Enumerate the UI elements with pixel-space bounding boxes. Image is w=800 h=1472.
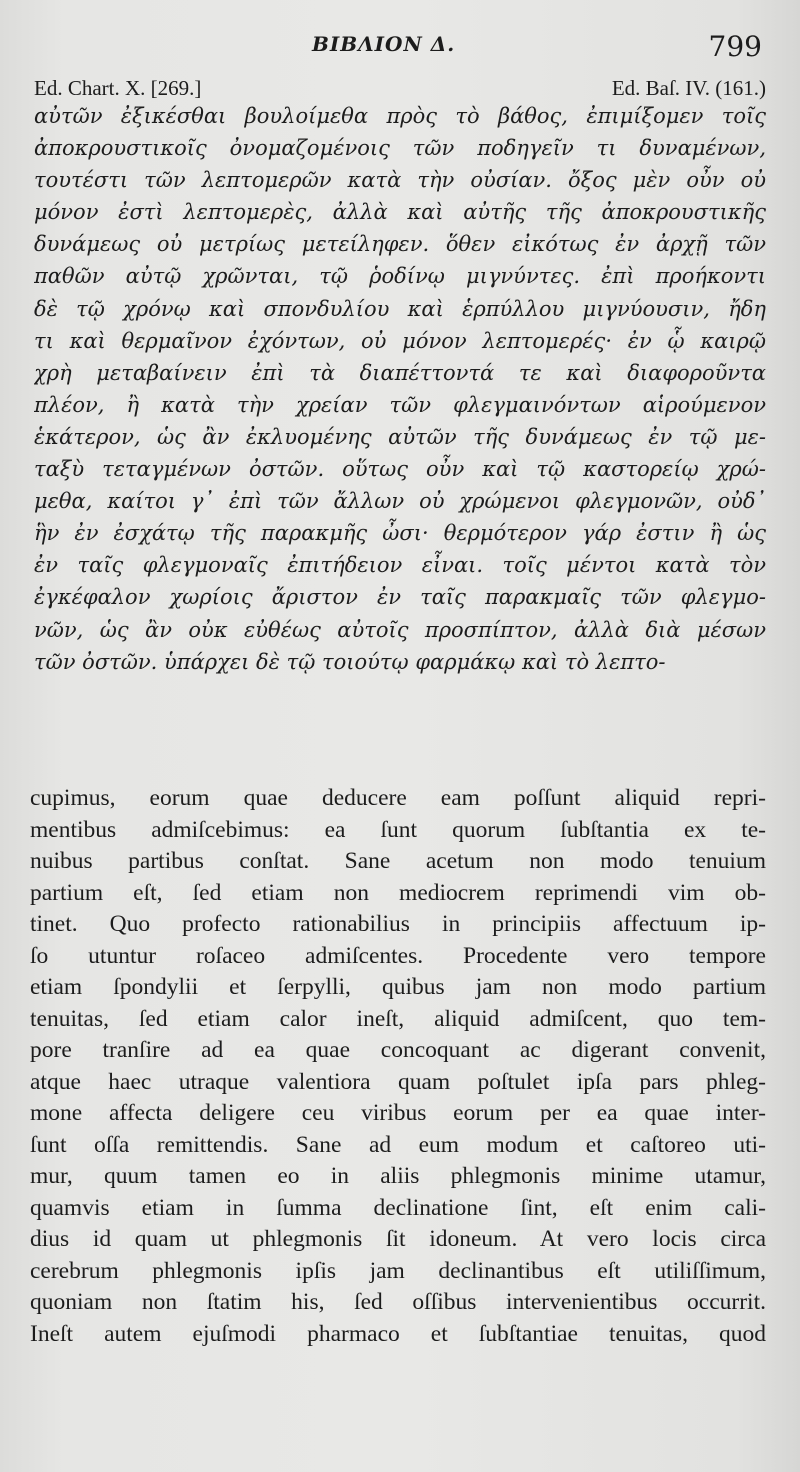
latin-text-line: partium eſt, ſed etiam non mediocrem reprimendi vim ob-	[30, 879, 766, 906]
greek-text-line: μόνον ἐστὶ λεπτομερὲς, ἀλλὰ καὶ αὐτῆς τῆς ἀποκρουστικῆς	[34, 200, 766, 225]
greek-text-block	[34, 100, 766, 678]
greek-text-line: ἐγκέφαλον χωρίοις ἄριστον ἐν ταῖς παρακμαῖς τῶν φλεγμο-	[34, 585, 766, 610]
greek-text-line: ἣν ἐν ἐσχάτῳ τῆς παρακμῆς ὦσι· θερμότερον γάρ ἐστιν ἢ ὡς	[34, 521, 766, 546]
greek-text-line: νῶν, ὡς ἂν οὐκ εὐθέως αὐτοῖς προσπίπτον, ἀλλὰ διὰ μέσων	[34, 617, 766, 642]
greek-text-line: ταξὺ τεταγμένων ὀστῶν. οὕτως οὖν καὶ τῷ καστορείῳ χρώ-	[34, 457, 766, 482]
greek-text-line: ἀποκρουστικοῖς ὀνομαζομένοις τῶν ποδηγεῖν τι δυναμένων,	[34, 136, 766, 161]
latin-text-line: ſunt oſſa remittendis. Sane ad eum modum et caſtoreo uti-	[30, 1131, 766, 1158]
greek-text-line: μεθα, καίτοι γ᾽ ἐπὶ τῶν ἄλλων οὐ χρώμενοι φλεγμονῶν, οὐδ᾽	[34, 489, 766, 514]
greek-text-line: τουτέστι τῶν λεπτομερῶν κατὰ τὴν οὐσίαν. ὄξος μὲν οὖν οὐ	[34, 168, 766, 193]
greek-text-line: δυνάμεως οὐ μετρίως μετείληφεν. ὅθεν εἰκότως ἐν ἀρχῇ τῶν	[34, 232, 766, 257]
latin-text-line: nuibus partibus conſtat. Sane acetum non modo tenuium	[30, 848, 766, 874]
latin-text-line: cupimus, eorum quae deducere eam poſſunt aliquid repri-	[30, 785, 766, 811]
book-title: BIBΛΙΟΝ Δ.	[312, 32, 456, 56]
basel-edition-reference: Ed. Baſ. IV. (161.)	[611, 76, 766, 100]
latin-text-block	[30, 783, 766, 1350]
greek-text-line: αὐτῶν ἐξικέσθαι βουλοίμεθα πρὸς τὸ βάθος, ἐπιμίξομεν τοῖς	[34, 104, 766, 128]
greek-text-line: τι καὶ θερμαῖνον ἐχόντων, οὐ μόνον λεπτομερές· ἐν ᾧ καιρῷ	[34, 328, 766, 353]
latin-text-line: tinet. Quo profecto rationabilius in principiis affectuum ip-	[30, 911, 766, 937]
page-number: 799	[708, 30, 762, 63]
edition-references	[34, 76, 766, 102]
latin-text-line: quamvis etiam in ſumma declinatione ſint, eſt enim cali-	[30, 1194, 766, 1221]
latin-text-line: atque haec utraque valentiora quam poſtulet ipſa pars phleg-	[30, 1068, 766, 1095]
latin-text-line: ſo utuntur roſaceo admiſcentes. Procedente vero tempore	[30, 942, 766, 969]
latin-text-line: mur, quum tamen eo in aliis phlegmonis minime utamur,	[30, 1163, 766, 1189]
latin-text-line: pore tranſire ad ea quae concoquant ac digerant convenit,	[30, 1037, 766, 1063]
latin-text-line: tenuitas, ſed etiam calor ineſt, aliquid admiſcent, quo tem-	[30, 1005, 766, 1032]
latin-text-line: dius id quam ut phlegmonis ſit idoneum. At vero locis circa	[30, 1226, 766, 1252]
latin-text-line: cerebrum phlegmonis ipſis jam declinantibus eſt utiliſſimum,	[30, 1257, 766, 1284]
latin-text-line: quoniam non ſtatim his, ſed oſſibus intervenientibus occurrit.	[30, 1289, 766, 1315]
chartier-edition-reference: Ed. Chart. X. [269.]	[34, 76, 202, 100]
latin-text-line: mentibus admiſcebimus: ea ſunt quorum ſubſtantia ex te-	[30, 816, 766, 843]
latin-text-line: mone affecta deligere ceu viribus eorum per ea quae inter-	[30, 1100, 766, 1126]
latin-text-line: Ineſt autem ejuſmodi pharmaco et ſubſtantiae tenuitas, quod	[30, 1320, 766, 1347]
greek-text-line: πλέον, ἢ κατὰ τὴν χρείαν τῶν φλεγμαινόντων αἱρούμενον	[34, 392, 766, 417]
running-head	[0, 30, 800, 63]
greek-text-line: τῶν ὀστῶν. ὑπάρχει δὲ τῷ τοιούτῳ φαρμάκῳ καὶ τὸ λεπτο-	[34, 649, 666, 674]
greek-text-line: χρὴ μεταβαίνειν ἐπὶ τὰ διαπέττοντά τε καὶ διαφοροῦντα	[34, 360, 766, 385]
greek-text-line: ἑκάτερον, ὡς ἂν ἐκλυομένης αὐτῶν τῆς δυνάμεως ἐν τῷ με-	[34, 424, 766, 449]
greek-text-line: ἐν ταῖς φλεγμοναῖς ἐπιτήδειον εἶναι. τοῖς μέντοι κατὰ τὸν	[34, 553, 766, 578]
greek-text-line: δὲ τῷ χρόνῳ καὶ σπονδυλίου καὶ ἑρπύλλου μιγνύουσιν, ἤδη	[34, 296, 766, 321]
greek-text-line: παθῶν αὐτῷ χρῶνται, τῷ ῥοδίνῳ μιγνύντες. ἐπὶ προήκοντι	[34, 264, 766, 289]
latin-text-line: etiam ſpondylii et ſerpylli, quibus jam non modo partium	[30, 974, 766, 1000]
